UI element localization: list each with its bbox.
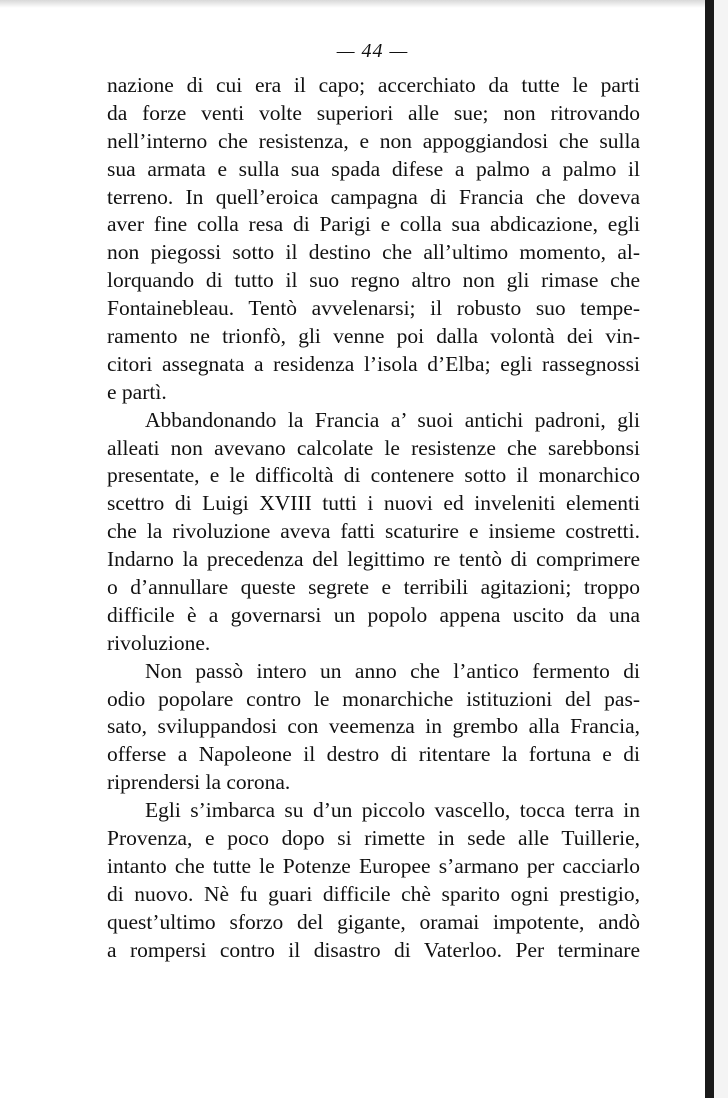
text-line: difficile è a governarsi un popolo appena uscito da una (107, 602, 640, 627)
paragraph (107, 658, 640, 797)
paragraph (107, 797, 640, 964)
text-line: alleati non avevano calcolate le resistenze che sarebbonsi (107, 435, 640, 460)
text-line: Indarno la precedenza del legittimo re tentò di comprimere (107, 547, 640, 572)
text-line: odio popolare contro le monarchiche istituzioni del pas- (107, 686, 640, 711)
paragraph (107, 72, 640, 407)
text-line: nell’interno che resistenza, e non appoggiandosi che sulla (107, 128, 640, 153)
text-line: o d’annullare queste segrete e terribili agitazioni; troppo (107, 575, 640, 600)
text-line: Abbandonando la Francia a’ suoi antichi padroni, gli (145, 407, 640, 432)
text-line: presentate, e le difficoltà di contenere sotto il monarchico (107, 463, 640, 488)
text-line: ramento ne trionfò, gli venne poi dalla volontà dei vin- (107, 324, 640, 349)
text-line: citori assegnata a residenza l’isola d’Elba; egli rassegnossi (107, 351, 640, 376)
text-line: rivoluzione. (107, 630, 211, 655)
page-top-shadow (0, 0, 728, 8)
text-line: sua armata e sulla sua spada difese a palmo a palmo il (107, 156, 640, 181)
text-line: offerse a Napoleone il destro di ritentare la fortuna e di (107, 742, 640, 767)
text-line: nazione di cui era il capo; accerchiato da tutte le parti (107, 73, 640, 97)
text-line: scettro di Luigi XVIII tutti i nuovi ed inveleniti elementi (107, 491, 640, 516)
text-line: Provenza, e poco dopo si rimette in sede alle Tuillerie, (107, 826, 640, 851)
text-line: Non passò intero un anno che l’antico fermento di (145, 658, 640, 683)
text-line: a rompersi contro il disastro di Vaterloo. Per terminare (107, 937, 640, 962)
text-line: quest’ultimo sforzo del gigante, oramai impotente, andò (107, 909, 640, 934)
text-line: non piegossi sotto il destino che all’ultimo momento, al- (107, 240, 640, 265)
text-line: che la rivoluzione aveva fatti scaturire e insieme costretti. (107, 519, 640, 544)
text-line: lorquando di tutto il suo regno altro non gli rimase che (107, 268, 640, 293)
body-text (107, 72, 640, 965)
text-line: di nuovo. Nè fu guari difficile chè sparito ogni prestigio, (107, 881, 640, 906)
text-line: Fontainebleau. Tentò avvelenarsi; il robusto suo tempe- (107, 296, 640, 321)
text-line: riprendersi la corona. (107, 770, 291, 795)
text-line: intanto che tutte le Potenze Europee s’armano per cacciarlo (107, 853, 640, 878)
text-line: terreno. In quell’eroica campagna di Francia che doveva (107, 184, 640, 209)
paragraph (107, 407, 640, 658)
text-line: Egli s’imbarca su d’un piccolo vascello, tocca terra in (145, 798, 640, 823)
page-number: — 44 — (336, 40, 409, 62)
text-line: da forze venti volte superiori alle sue; non ritrovando (107, 100, 640, 125)
book-spine-edge (705, 0, 714, 1098)
text-line: aver fine colla resa di Parigi e colla sua abdicazione, egli (107, 212, 640, 237)
text-line: sato, sviluppandosi con veemenza in grembo alla Francia, (107, 714, 640, 739)
text-line: e partì. (107, 379, 167, 404)
page-edge-margin (714, 0, 728, 1098)
